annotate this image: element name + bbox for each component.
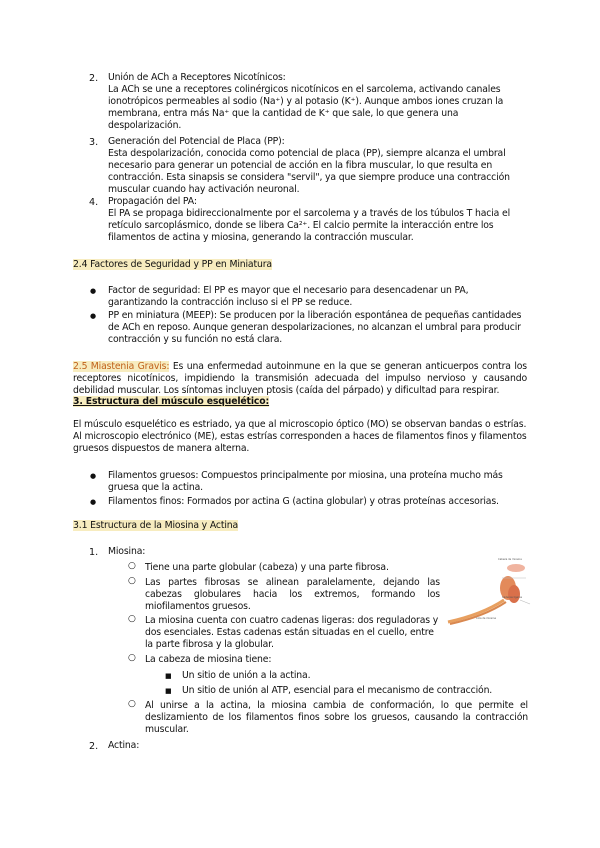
sub-item: Al unirse a la actina, la miosina cambia de conformación, lo que permite el deslizamiento de los filamentos finos sobre los gruesos, causando la contracción muscular.: [145, 700, 528, 735]
list-number: 1.: [89, 547, 99, 558]
section-heading-3-1: [73, 520, 373, 532]
circle-bullet: ○: [128, 699, 136, 709]
bullet-dot: ●: [90, 498, 97, 506]
bullet-dot: ●: [90, 287, 97, 295]
circle-bullet: ○: [128, 576, 136, 586]
figure-caption: Cola de miosina: [476, 617, 496, 620]
list-item-title: Generación del Potencial de Placa (PP):: [108, 136, 285, 147]
heading-text: 2.4 Factores de Seguridad y PP en Miniatura: [73, 259, 272, 270]
list-number: 2.: [89, 741, 99, 752]
sub-item: Las partes fibrosas se alinean paralelamente, dejando las cabezas globulares hacia los extremos, formando los miofilamentos gruesos.: [145, 577, 440, 612]
figure-caption: Cadenas ligeras: [502, 596, 522, 599]
circle-bullet: ○: [128, 561, 136, 571]
miosina-title: Miosina:: [108, 546, 146, 557]
list-item-body: El PA se propaga bidireccionalmente por el sarcolema y a través de los túbulos T hacia el retículo sarcoplásmico, donde se libera Ca²⁺. El calcio permite la interacción entre los filamentos de actina y miosina, generando la contracción muscular.: [108, 208, 511, 243]
list-item-body: Esta despolarización, conocida como potencial de placa (PP), siempre alcanza el umbral necesario para generar un potencial de acción en la fibra muscular, lo que resulta en contracción. Esta sinapsis se considera "servil", ya que siempre produce una contracción muscular cuando hay activación neuronal.: [108, 148, 510, 195]
list-number: 4.: [89, 197, 99, 208]
square-bullet: ■: [165, 672, 172, 680]
heading-text: 3.1 Estructura de la Miosina y Actina: [73, 520, 239, 531]
section-heading-3: [73, 396, 527, 408]
heading-text: 3. Estructura del músculo esquelético:: [73, 396, 270, 407]
bullet-dot: ●: [90, 472, 97, 480]
list-item-title: Propagación del PA:: [108, 196, 197, 207]
bullet-item: Filamentos finos: Formados por actina G (actina globular) y otras proteínas accesorias.: [108, 496, 499, 507]
myosin-figure: [446, 560, 532, 628]
sub-item: Tiene una parte globular (cabeza) y una parte fibrosa.: [145, 562, 389, 573]
circle-bullet: ○: [128, 614, 136, 624]
section-2-5-body: Es una enfermedad autoinmune en la que se generan anticuerpos contra los receptores nicotínicos, impidiendo la transmisión adecuada del impulso nervioso y causando debilidad muscular. Los síntomas incluyen ptosis (caída del párpado) y dificultad para respirar.: [73, 361, 527, 396]
list-item-title: Unión de ACh a Receptores Nicotínicos:: [108, 72, 286, 83]
bullet-item: Filamentos gruesos: Compuestos principalmente por miosina, una proteína mucho más gruesa que la actina.: [108, 470, 503, 493]
list-item-body: La ACh se une a receptores colinérgicos nicotínicos en el sarcolema, activando canales ionotrópicos permeables al sodio (Na⁺) y al potasio (K⁺). Aunque ambos iones cruzan la membrana, entra más Na⁺ que la cantidad de K⁺ que sale, lo que genera una despolarización.: [108, 84, 504, 131]
circle-bullet: ○: [128, 653, 136, 663]
subsub-item: Un sitio de unión a la actina.: [182, 670, 311, 681]
figure-caption: Cabeza de miosina: [498, 558, 522, 561]
bullet-item: Factor de seguridad: El PP es mayor que el necesario para desencadenar un PA, garantizando la contracción incluso si el PP se reduce.: [108, 285, 469, 308]
list-number: 2.: [89, 73, 99, 84]
bullet-dot: ●: [90, 312, 97, 320]
heading-2-5: 2.5 Miastenia Gravis:: [73, 361, 170, 372]
section-heading-2-4: [73, 259, 533, 271]
actina-title: Actina:: [108, 740, 140, 751]
bullet-item: PP en miniatura (MEEP): Se producen por la liberación espontánea de pequeñas cantidades de ACh en reposo. Aunque generan despolarizaciones, no alcanzan el umbral para producir contracción y su función no está clara.: [108, 310, 522, 345]
square-bullet: ■: [165, 687, 172, 695]
sub-item: La cabeza de miosina tiene:: [145, 654, 272, 665]
section-3-intro: El músculo esquelético es estriado, ya que al microscopio óptico (MO) se observan bandas o estrías. Al microscopio electrónico (ME), estas estrías corresponden a haces de filamentos finos y filamentos gruesos dispuestos de manera alterna.: [73, 419, 527, 454]
list-number: 3.: [89, 137, 99, 148]
section-2-5: [73, 361, 527, 397]
sub-item: La miosina cuenta con cuatro cadenas ligeras: dos reguladoras y dos esenciales. Estas cadenas están situadas en el cuello, entre la parte fibrosa y la globular.: [145, 615, 439, 650]
subsub-item: Un sitio de unión al ATP, esencial para el mecanismo de contracción.: [182, 685, 493, 696]
